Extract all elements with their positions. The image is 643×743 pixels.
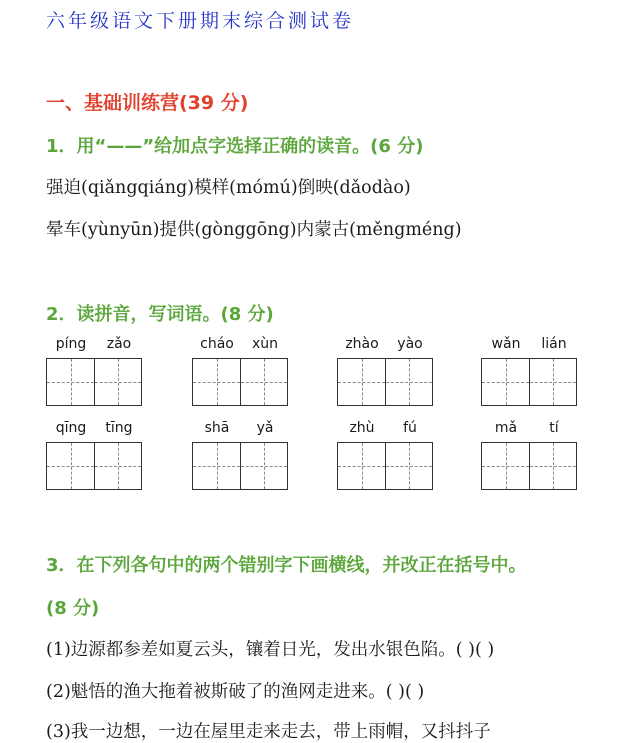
writing-boxes[interactable] <box>46 358 142 406</box>
pinyin-label: tí <box>549 420 559 436</box>
page-title: 六年级语文下册期末综合测试卷 <box>46 10 355 32</box>
pinyin-label: píng <box>55 336 87 352</box>
writing-boxes[interactable] <box>192 358 288 406</box>
pinyin-label: qīng <box>55 420 87 436</box>
pinyin-label: mǎ <box>494 420 518 436</box>
pinyin-label: lián <box>541 336 567 352</box>
pinyin-label: yào <box>397 336 423 352</box>
pinyin-label: tīng <box>105 420 133 436</box>
question-1-line-2: 晕车(yùnyūn)提供(gònggōng)内蒙古(měngméng) <box>46 220 462 240</box>
pinyin-label: fú <box>403 420 417 436</box>
question-3-title: 3．在下列各句中的两个错别字下画横线，并改正在括号中。 <box>46 555 527 576</box>
pinyin-label: zhào <box>345 336 379 352</box>
pinyin-label: zhù <box>349 420 375 436</box>
question-1-title: 1．用“——”给加点字选择正确的读音。(6 分) <box>46 136 424 157</box>
writing-boxes[interactable] <box>337 358 433 406</box>
writing-boxes[interactable] <box>481 358 577 406</box>
question-1-line-1: 强迫(qiǎngqiáng)模样(mómú)倒映(dǎodào) <box>46 178 411 198</box>
question-3-sentence-3: (3)我一边想，一边在屋里走来走去，带上雨帽，又抖抖子 <box>46 722 491 742</box>
pinyin-label: zǎo <box>106 336 132 352</box>
writing-boxes[interactable] <box>46 442 142 490</box>
pinyin-label: wǎn <box>491 336 521 352</box>
section-1-title: 一、基础训练营(39 分) <box>46 92 249 114</box>
pinyin-label: xùn <box>251 336 279 352</box>
pinyin-label: shā <box>204 420 230 436</box>
question-3-title-cont: (8 分) <box>46 598 100 619</box>
pinyin-label: cháo <box>200 336 234 352</box>
question-3-sentence-2: (2)魁悟的渔大拖着被斯破了的渔网走进来。( )( ) <box>46 682 425 702</box>
pinyin-label: yǎ <box>256 420 274 436</box>
question-3-sentence-1: (1)边源都参差如夏云头，镶着日光，发出水银色陷。( )( ) <box>46 640 495 660</box>
question-2-title: 2．读拼音，写词语。(8 分) <box>46 304 274 325</box>
writing-boxes[interactable] <box>192 442 288 490</box>
writing-boxes[interactable] <box>481 442 577 490</box>
writing-boxes[interactable] <box>337 442 433 490</box>
